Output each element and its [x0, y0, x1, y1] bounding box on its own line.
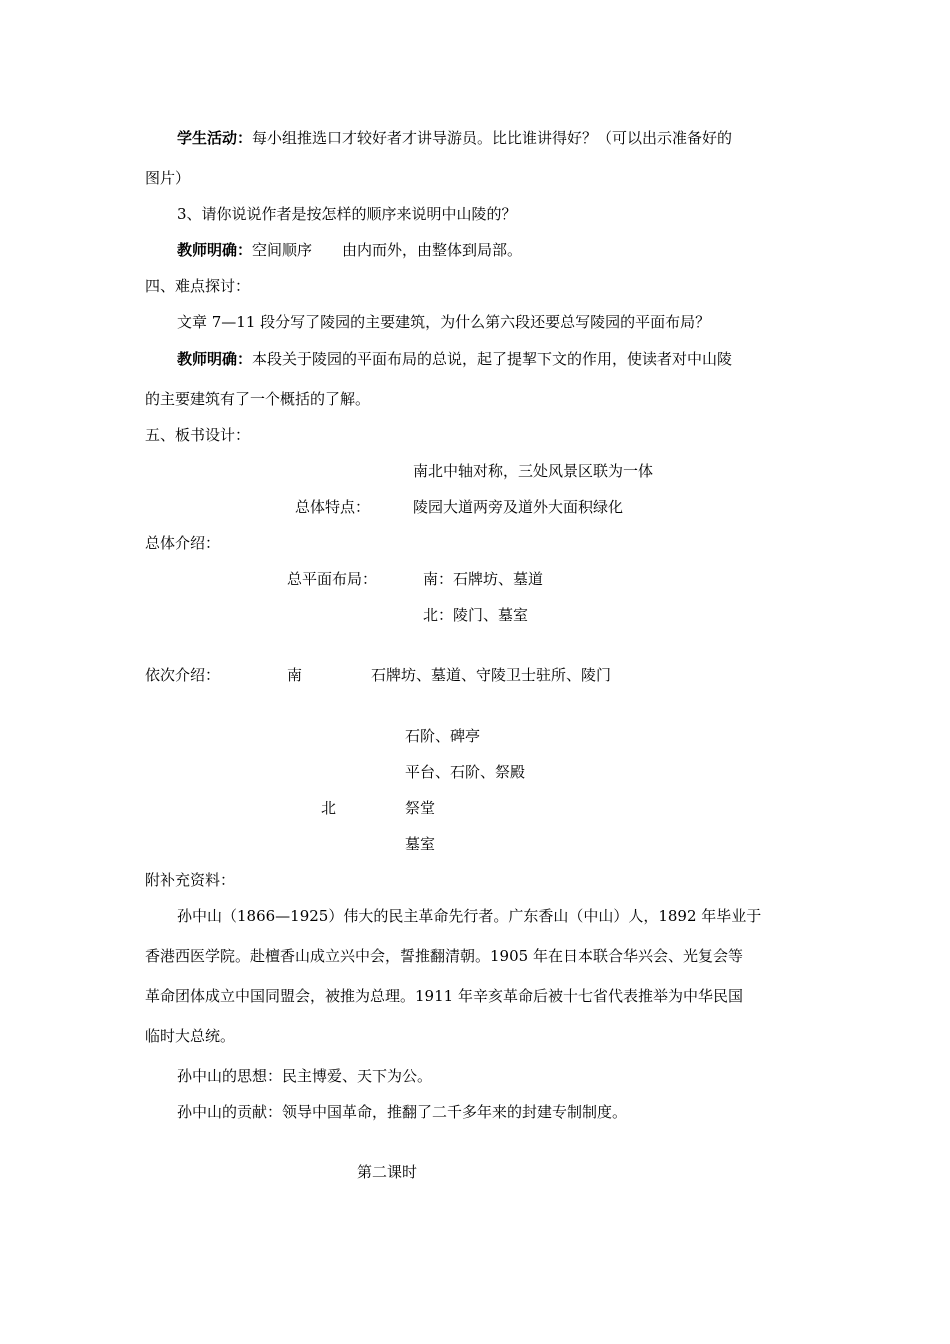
question-4: 文章 7—11 段分写了陵园的主要建筑，为什么第六段还要总写陵园的平面布局？: [177, 313, 711, 331]
board-layout-north: 北：陵门、墓室: [423, 606, 529, 624]
board-sequence-label: 依次介绍：: [145, 666, 221, 684]
board-sequence-south: 南: [287, 666, 303, 684]
lesson-2-heading: 第二课时: [357, 1163, 418, 1181]
board-north-item: 祭堂: [405, 799, 436, 817]
bio-paragraph-line: 香港西医学院。赴檀香山成立兴中会，誓推翻清朝。1905 年在日本联合华兴会、光复会等: [145, 947, 743, 965]
supplement-heading: 附补充资料：: [145, 871, 236, 889]
board-layout-south: 南：石牌坊、墓道: [423, 570, 544, 588]
board-layout-label: 总平面布局：: [287, 570, 378, 588]
answer-4-line: [177, 349, 732, 369]
sun-thought: 孙中山的思想：民主博爱、天下为公。: [177, 1067, 433, 1085]
board-north-item: 石阶、碑亭: [405, 727, 481, 745]
bio-paragraph-line: 临时大总统。: [145, 1027, 236, 1045]
question-3: 3、请你说说作者是按怎样的顺序来说明中山陵的？: [177, 205, 517, 223]
answer-4-text: 本段关于陵园的平面布局的总说，起了提挈下文的作用，使读者对中山陵: [252, 350, 733, 368]
board-sequence-north: 北: [321, 799, 337, 817]
board-feature-label: 总体特点：: [295, 498, 371, 516]
student-activity-line: [177, 128, 732, 148]
student-activity-text: 每小组推选口才较好者才讲导游员。比比谁讲得好？（可以出示准备好的: [252, 129, 733, 147]
student-activity-cont: 图片）: [145, 169, 191, 187]
board-feature-item-1: 南北中轴对称，三处风景区联为一体: [413, 462, 654, 480]
sun-contribution: 孙中山的贡献：领导中国革命，推翻了二千多年来的封建专制制度。: [177, 1103, 628, 1121]
bio-paragraph-line: 革命团体成立中国同盟会，被推为总理。1911 年辛亥革命后被十七省代表推举为中华民国: [145, 987, 743, 1005]
answer-4-cont: 的主要建筑有了一个概括的了解。: [145, 390, 371, 408]
answer-3-part1: 空间顺序: [252, 241, 313, 259]
teacher-answer-label: 教师明确：: [177, 350, 253, 368]
board-intro-label: 总体介绍：: [145, 534, 221, 552]
bio-paragraph-line: 孙中山（1866—1925）伟大的民主革命先行者。广东香山（中山）人，1892 年毕业于: [177, 907, 762, 925]
answer-3-line: [177, 240, 522, 260]
section-4-heading: 四、难点探讨：: [145, 277, 251, 295]
section-5-heading: 五、板书设计：: [145, 426, 251, 444]
board-sequence-south-items: 石牌坊、墓道、守陵卫士驻所、陵门: [371, 666, 612, 684]
answer-3-part2: 由内而外，由整体到局部。: [342, 241, 523, 259]
student-activity-label: 学生活动：: [177, 129, 253, 147]
board-north-item: 平台、石阶、祭殿: [405, 763, 526, 781]
board-north-item: 墓室: [405, 835, 436, 853]
teacher-answer-label: 教师明确：: [177, 241, 253, 259]
board-feature-item-2: 陵园大道两旁及道外大面积绿化: [413, 498, 624, 516]
